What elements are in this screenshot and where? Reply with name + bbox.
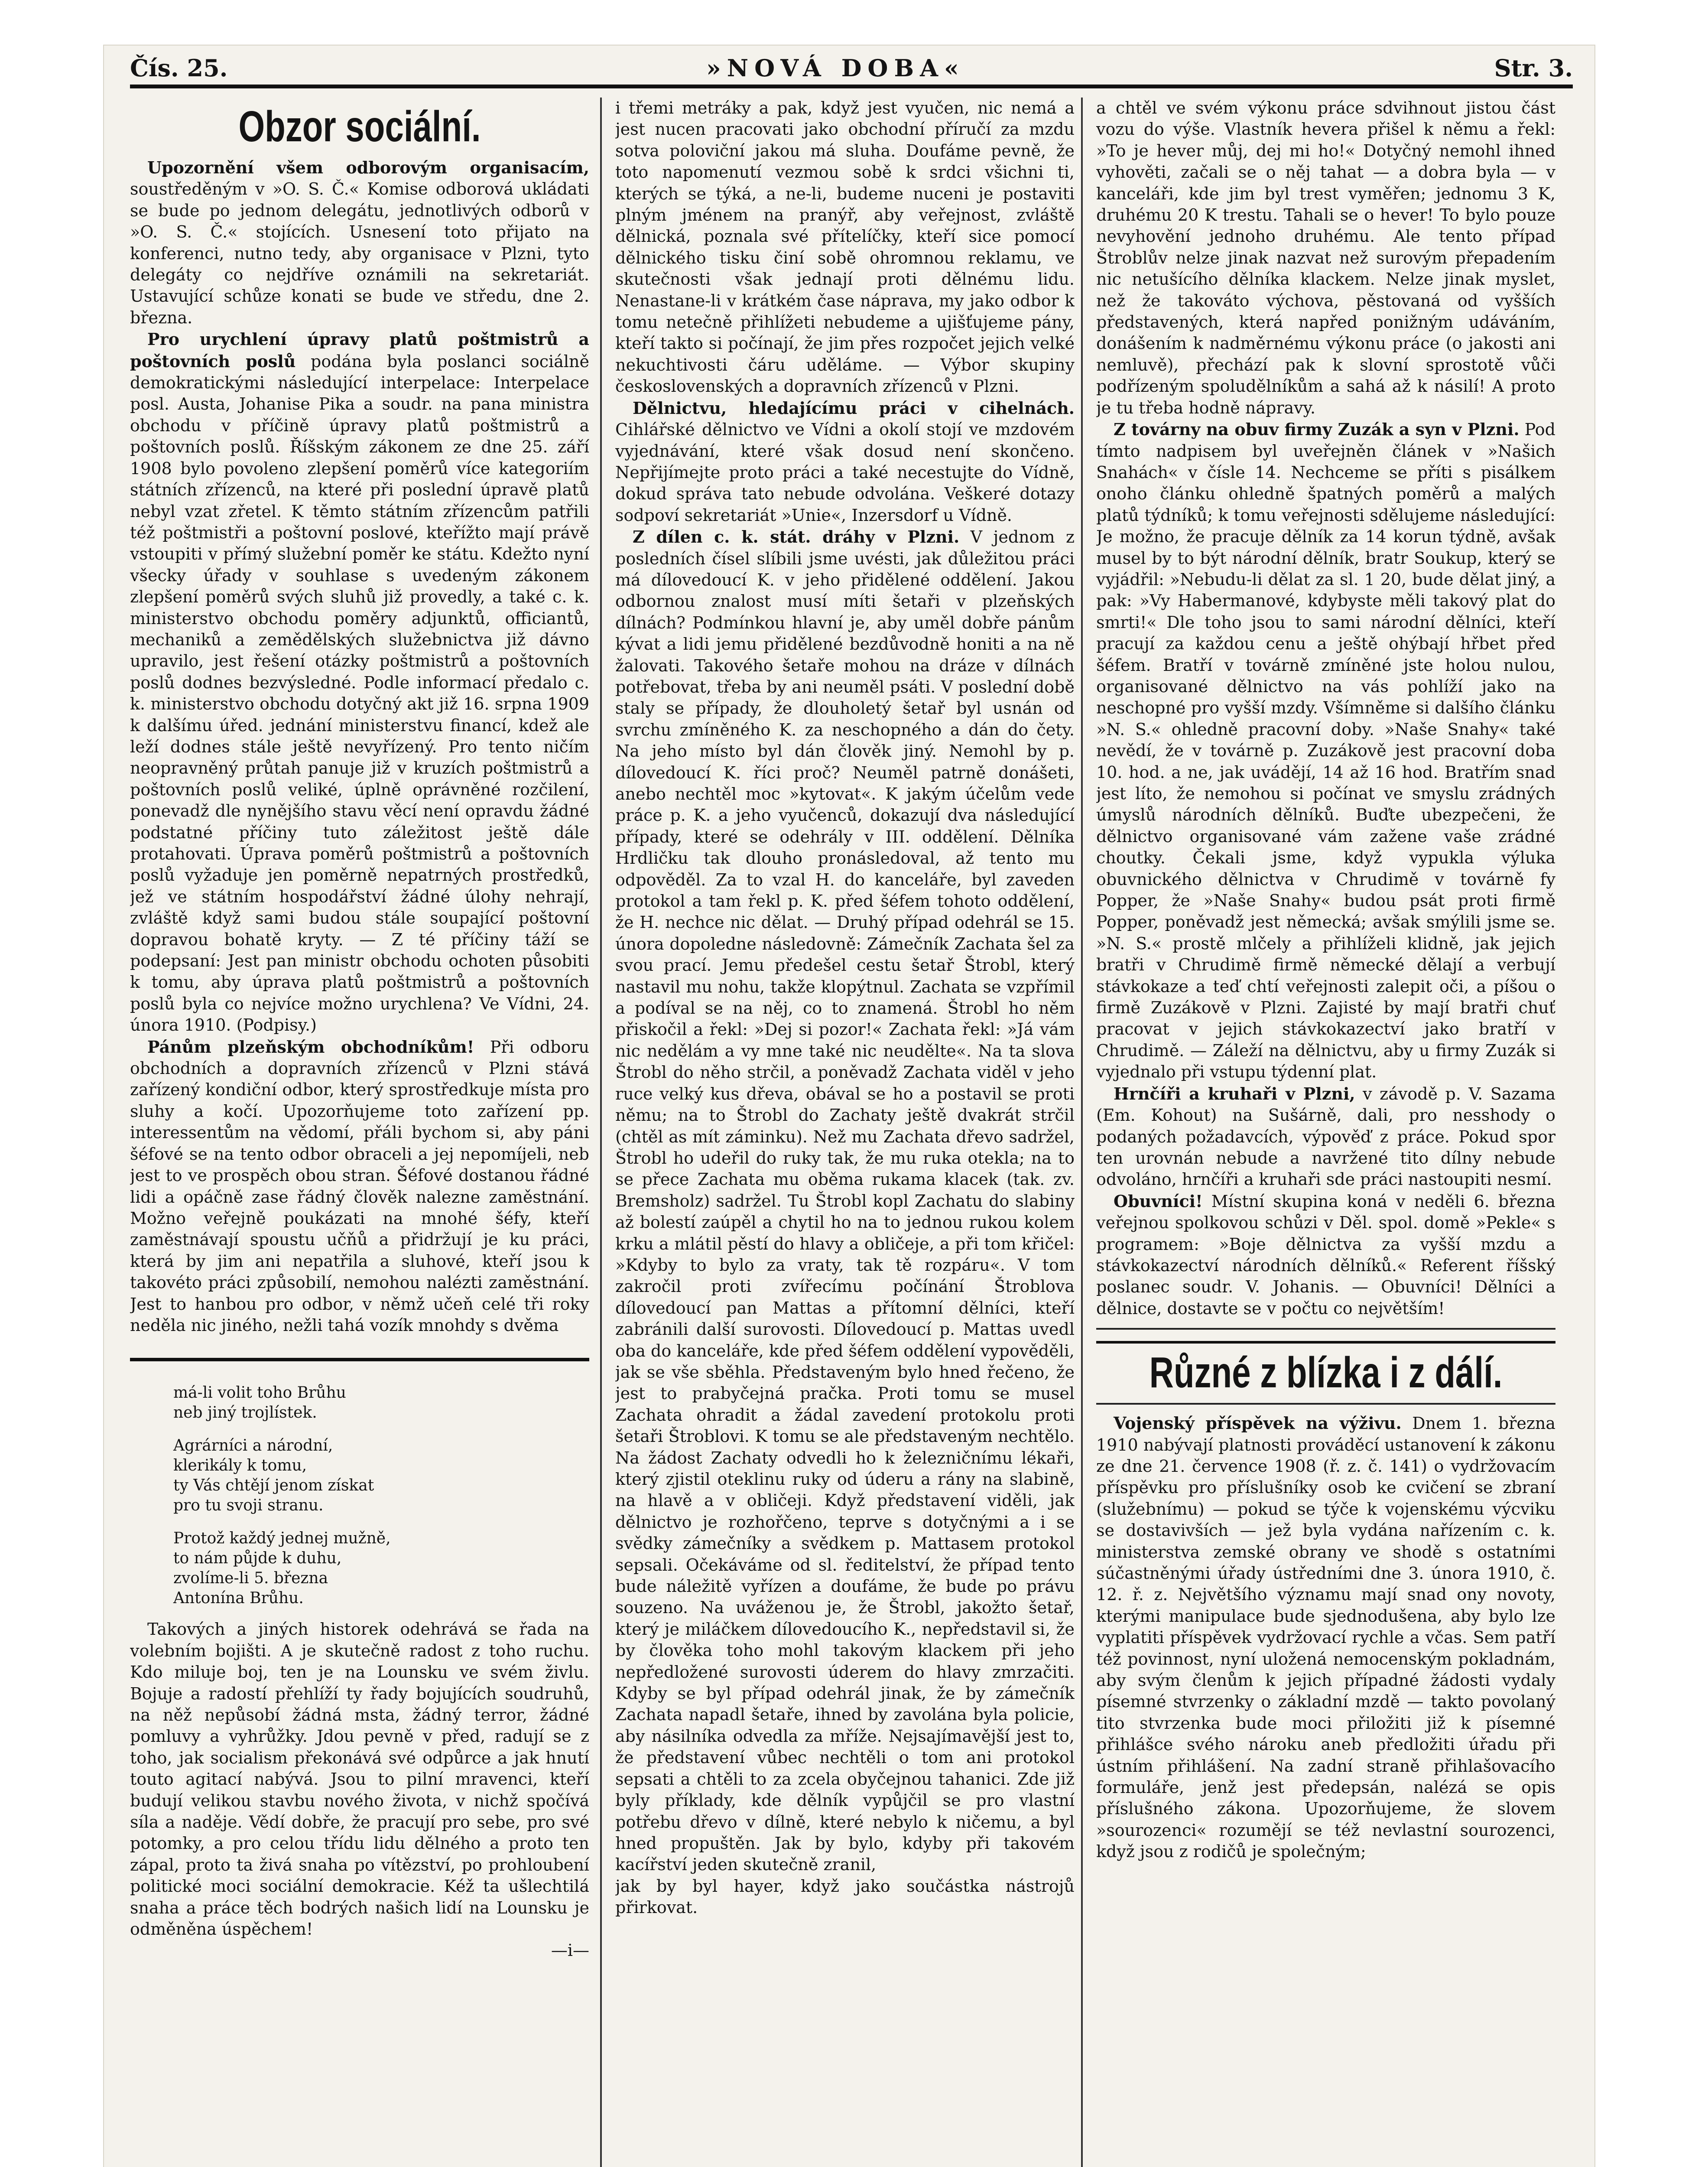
article-text: soustředěným v »O. S. Č.« Komise odborová ukládati se bude po jednom delegátu, jednotlivých odborů v »O. S. Č.« stojících. Usnesení toto přijato na konferenci, nutno tedy, aby organisace v Plzni, tyto delegáty co nejdříve oznámili na sekretariát. Ustavující schůze konati se bude ve středu, dne 2. března. [130,179,589,327]
article-heading: Upozornění všem odborovým organisacím, [147,158,589,177]
article-paragraph [130,1036,589,1337]
header-rule [130,85,1573,88]
article-heading: Pro urychlení úpravy platů poštmistrů a poštovních poslů [130,329,589,371]
article-heading: Hrnčíři a kruhaři v Plzni, [1114,1084,1355,1103]
article-paragraph [615,526,1075,1876]
article-text: Pod tímto nadpisem byl uveřejněn článek v »Našich Snahách« v čísle 14. Nechceme se příti s pisálkem onoho článku ohledně špatných poměrů a malých platů týdníků; k tomu veřejnosti sdělujeme následující: Je možno, že pracuje dělník za 14 korun týdně, avšak musel by to být národní dělník, bratr Soukup, který se vyjádřil: »Nebudu-li dělat za sl. 1 20, bude dělat jiný, a pak: »Vy Habermanové, kdybyste měli takový plat do smrti!« Dle toho jsou to sami národní dělníci, kteří pracují za každou cenu a ještě ohýbají hřbet před šéfem. Bratří v továrně zmíněné jste holou nulou, organisované dělnictvo na vás pohlíží jako na neschopné pro vyšší mzdy. Všímněme si dalšího článku »N. S.« ohledně pracovní doby. »Naše Snahy« také nevědí, že v továrně p. Zuzákově jest pracovní doba 10. hod. a ne, jak uvádějí, 14 až 16 hod. Bratřím snad jest líto, že nemohou si počínat ve smyslu zrádných úmyslů národních dělníků. Buďte ubezpečeni, že dělnictvo organisované vám zažene vaše zrádné choutky. Čekali jsme, když vypukla výluka obuvnického dělnictva v Chrudimě v továrně fy Popper, že »Naše Snahy« budou psát proti firmě Popper, poněvadž jest německá; avšak smýlili jsme se. »N. S.« prostě mlčely a přihlíželi klidně, jak jejich bratři v Chrudimě firmě německé dělají a verbují stávkokaze a teď chtí veřejnosti zalepit oči, a píšou o firmě Zuzákově v Plzni. Zajisté by mají bratři chuť pracovat v jejich stávkokazectví jako bratří v Chrudimě. — Záleží na dělnictvu, aby u firmy Zuzák si vyjednalo při vstupu týdenní plat. [1096,420,1555,1082]
column-divider [600,98,602,2167]
column-divider [1081,98,1083,2167]
poem-line: pro tu svoji stranu. [173,1497,324,1515]
poem-line: klerikály k tomu, [173,1457,307,1475]
article-text: Cihlářské dělnictvo ve Vídni a okolí stojí ve mzdovém vyjednávání, které však dosud není skončeno. Nepřijímejte proto práci a také necestujte do Vídně, dokud správa tato nebude odvolána. Veškeré dotazy sodpoví sekretariát »Unie«, Inzersdorf u Vídně. [615,420,1075,525]
article-paragraph [1096,419,1555,1083]
article-paragraph [615,397,1075,526]
poem-line: Antonína Brůhu. [173,1589,304,1607]
article-heading: Vojenský příspěvek na výživu. [1114,1413,1402,1433]
column-1 [130,98,589,2167]
article-paragraph: i třemi metráky a pak, když jest vyučen, nic nemá a jest nucen pracovati jako obchodní příručí za mzdu sotva poloviční jakou má sluha. Doufáme pevně, že toto napomenutí vezmou sobě k srdci všichni ti, kterých se týká, a ne-li, budeme nuceni je postaviti plným jménem na pranýř, aby veřejnost, zvláště dělnická, poznala své přítelíčky, kteří sice pomocí dělnického tisku činí sobě ohromnou reklamu, ve skutečnosti však jednají proti dělnému lidu. Nenastane-li v krátkém čase náprava, my jako odbor k tomu netečně přihlížeti nebudeme a ujišťujeme pány, kteří takto si počínají, že jim přes rozpočet jejich velké nekuchtivosti čáru uděláme. — Výbor skupiny československých a dopravních zřízenců v Plzni. [615,98,1075,396]
poem-line: Protož každý jednej mužně, [173,1529,391,1548]
article-heading: Dělnictvu, hledajícímu práci v cihelnách. [633,398,1075,418]
column-2 [615,98,1075,2167]
article-paragraph: a chtěl ve svém výkonu práce sdvihnout jistou část vozu do výše. Vlastník hevera přišel k němu a řekl: »To je hever můj, dej mi ho!« Dotyčný nemohl ihned vyhověti, začali se o něj tahat — a dobra byla — v kanceláři, kde jim byl trest vyměřen; jednomu 3 K, druhému 20 K trestu. Tahali se o hever! To bylo pouze nevyhovění jednoho druhému. Ale tento případ Štroblův nelze jinak nazvat než surovým přepadením nic netušícího dělníka klackem. Nelze jinak myslet, než že takováto výchova, pěstovaná od vyšších představených, která napřed ponižným udáváním, donášením k nadměrnému výkonu práce (o jakosti ani nemluvě), přechází pak k slovní sprostotě vůči podřízeným spoludělníkům a sahá až k násilí! A proto je tu třeba hodně nápravy. [1096,98,1555,417]
section-title-various: Různé z blízka i z dálí. [1149,1348,1503,1397]
article-paragraph [130,329,589,1036]
article-text: V jednom z posledních čísel slíbili jsme uvésti, jak důležitou práci má dílovedoucí K. v jeho přidělené oddělení. Jakou odbornou znalost musí míti šetaři v plzeňských dílnách? Podmínkou hlavní je, aby uměl dobře pánům kývat a lidi jemu přidělené bezdůvodně honiti a na ně žalovati. Takového šetaře mohou na dráze v dílnách potřebovat, třeba by ani neuměl psáti. V poslední době staly se případy, že dlouholetý šetař byl usnán od svrchu zmíněného K. za neschopného a dán do čety. Na jeho místo byl dán člověk jiný. Nemohl by p. dílovedoucí K. říci proč? Neuměl patrně donášeti, anebo nechtěl moc »kytovat«. K jakým účelům vede práce p. K. a jeho vyučenců, dokazují dva následující případy, které se odehrály v III. oddělení. Dělníka Hrdličku tak dlouho pronásledoval, až tento mu odpověděl. Za to vzal H. do kanceláře, byl zaveden protokol a tam řekl p. K. před šéfem tohoto oddělení, že H. nechce nic dělat. — Druhý případ odehrál se 15. února dopoledne následovně: Zámečník Zachata šel za svou prací. Jemu předešel cestu šetař Štrobl, který nastavil mu nohu, takže klopýtnul. Zachata se vzpřímil a podíval se na něj, co to znamená. Štrobl ho něm přiskočil a řekl: »Dej si pozor!« Zachata řekl: »Já vám nic nedělám a vy mne také nic neudělte«. Na ta slova Štrobl do něho strčil, a poněvadž Zachata viděl v jeho ruce velký kus dřeva, obával se ho a postavil se proti němu; na to Štrobl do Zachaty ještě dvakrát strčil (chtěl as mít záminku). Než mu Zachata dřevo sadržel, Štrobl ho udeřil do ruky tak, že mu ruka otekla; na to se přece Zachata mu oběma rukama klacek (tak. zv. Bremsholz) sadržel. Tu Štrobl kopl Zachatu do slabiny až bolestí zaúpěl a chytil ho na to jednou rukou kolem krku a mlátil pěstí do hlavy a obličeje, a při tom křičel: »Kdyby to bylo za vraty, tak tě rozpáru«. V tom zakročil proti zvířecímu počínání Štroblova dílovedoucí pan Mattas a přítomní dělníci, kteří zabránili další surovosti. Dílovedoucí p. Mattas uvedl oba do kanceláře, kde před šéfem oddělení vypověděli, jak se vše sběhla. Představeným bylo hned řečeno, že jest to prabyčejná pračka. Proti tomu se musel Zachata ohradit a žádal zavedení protokolu proti šetaři Štroblovi. K tomu se ale představeným nechtělo. Na žádost Zachaty odvedli ho k železničnímu lékaři, který zjistil oteklinu ruky od úderu a rány na slabině, na hlavě a v obličeji. Když představení viděli, jak dělnictvo je rozhořčeno, teprve s dotyčnými a i se svědky zámečníky a svědkem p. Mattasem protokol sepsali. Očekáváme od sl. ředitelství, že případ tento bude náležitě vyřízen a doufáme, že bude po právu souzeno. Na uváženou je, že Štrobl, jakožto šetař, který je miláčkem dílovedoucího K., nepředstavil si, že by člověka toho mohl takovým klackem při jeho nepředložené surovosti úderem do hlavy zmrzačiti. Kdyby se byl případ odehrál jinak, že by zámečník Zachata napadl šetaře, ihned by zavolána byla policie, aby násilníka odvedla za mříže. Nejsajímavější jest to, že představení vůbec nechtěli o tom ani protokol sepsati a chtěli to za zcela obyčejnou tahanici. Zde již byly příklady, kde dělník vypůjčil se pro vlastní potřebu dřevo v dílně, které nebylo k ničemu, a byl hned propuštěn. Jak by bylo, kdyby při takovém kacířství jeden skutečně zranil, [615,527,1075,1874]
article-paragraph [1096,1083,1555,1191]
poem-line: to nám půjde k duhu, [173,1549,342,1568]
issue-number: Čís. 25. [130,54,228,82]
page-header [130,54,1573,85]
poem-line: neb jiný trojlístek. [173,1404,317,1422]
article-paragraph [130,157,589,329]
page-number: Str. 3. [1494,54,1573,82]
article-heading: Z dílen c. k. stát. dráhy v Plzni. [633,527,960,547]
article-text: podána byla poslanci sociálně demokratickými následující interpelace: Interpelace posl. Austa, Johanise Pika a soudr. na pana ministra obchodu v příčině úpravy platů poštmistrů a poštovních poslů. Říšským zákonem ze dne 25. září 1908 bylo povoleno zlepšení poměrů více kategoriím státních zřízenců, na které při poslední úpravě platů nebyl vzat zřetel. K těmto státním zřízencům patřili též poštmistři a poštovní poslové, kteřížto mají právě vstoupiti v přímý služební poměr ke státu. Kdežto nyní všecky úřady v souhlase s uvedeným zákonem zlepšení poměrů svých sluhů již provedly, a také c. k. ministerstvo obchodu poměry adjunktů, officiantů, mechaniků a zemědělských služebnictva již dávno upravilo, jest řešení otázky poštmistrů a poštovních poslů dodnes bezvýsledné. Podle informací předalo c. k. ministerstvo obchodu dotyčný akt již 16. srpna 1909 k dalšímu úřed. jednání ministerstvu financí, kdež ale leží dodnes stále ještě nevyřízený. Pro tento ničím neopravněný průtah panuje již v kruzích poštmistrů a poštovních poslů veliké, úplně oprávněné rozčilení, ponevadž dle nynějšího stavu věcí není opravdu žádné podstatné příčiny tuto záležitost ještě dále protahovati. Úprava poměrů poštmistrů a poštovních poslů vyžaduje jen poměrně nepatrných prostředků, jež ve státním hospodářství žádné úlohy nehrají, zvláště když sami budou stále soupající poštovní dopravou bohatě kryty. — Z té příčiny táží se podepsaní: Jest pan ministr obchodu ochoten působiti k tomu, aby úprava platů poštmistrů a poštovních poslů byla co nejvíce možno urychlena? Ve Vídni, 24. února 1910. (Podpisy.) [130,351,589,1035]
section-rule [1096,1403,1555,1405]
article-heading: Pánům plzeňským obchodníkům! [147,1037,474,1057]
article-text: Dnem 1. března 1910 nabývají platnosti prováděcí ustanovení k zákonu ze dne 21. července 1908 (ř. z. č. 141) o vydržovacím příspěvku pro příslušníky osob ke cvičení se zbraní (služebnímu) — pokud se týče k vojenskému výcviku se dostavivších — jež byla vydána nařízením c. k. ministerstva zemské obrany ve shodě s ostatními súčastněnými úřady ústředními dne 3. února 1910, č. 12. ř. z. Největšího významu mají snad ony novoty, kterými manipulace bude sjednodušena, aby bylo lze vyplatiti příspěvek vydržovací rychle a včas. Sem patří též povinnost, nyní uložená nemocenským pokladnám, aby svým členům k jejich případné žádosti vydaly písemné stvrzenky o základní mzdě — takto povolaný tito stvrzenka bude moci přiložiti již k písemné přihlášce svého nároku aneb předložiti úřadu při ústním přihlášení. Na zadní straně přihlašovacího formuláře, jenž jest předepsán, nalézá se opis příslušného zákona. Upozorňujeme, že slovem »sourozenci« rozumějí se též nevlastní sourozenci, když jsou z rodičů je společným; [1096,1414,1555,1861]
section-title-social: Obzor sociální. [238,102,481,151]
article-text: Při odboru obchodních a dopravních zřízenců v Plzni stává zařízený kondiční odbor, který sprostředkuje místa pro sluhy a kočí. Upozorňujeme toto zařízení pp. interessentům na vědomí, přáli bychom si, aby páni šéfové se na tento odbor obraceli a jej nepomíjeli, neb jest to ve prospěch obou stran. Šéfové dostanou řádné lidi a opáčně zase řádný člověk nalezne zaměstnání. Možno veřejně poukázati na mnohé šéfy, kteří zaměstnávají spoustu učňů a přidržují je ku práci, která by jim ani nepatřila a sluhové, kteří jsou k takovéto práci způsobilí, nemohou nalézti zaměstnání. Jest to hanbou pro odbor, v němž učeň celé tři roky neděla nic jiného, nežli tahá vozík mnohdy s dvěma [130,1037,589,1335]
section-rule [1096,1328,1555,1330]
poem-line: ty Vás chtějí jenom získat [173,1477,374,1495]
section-rule [130,1358,589,1361]
poem-line: má-li volit toho Brůhu [173,1384,346,1402]
article-heading: Z továrny na obuv firmy Zuzák a syn v Plzni. [1114,420,1520,439]
article-paragraph: jak by byl hayer, když jako součástka nástrojů přirkovat. [615,1876,1075,1917]
article-text: Místní skupina koná v neděli 6. března veřejnou spolkovou schůzi v Děl. spol. domě »Pekle« s programem: »Boje dělnictva za vyšší mzdu a stávkokazectví národních dělníků.« Referent říšský poslanec soudr. V. Johanis. — Obuvníci! Dělníci a dělnice, dostavte se v počtu co největším! [1096,1191,1555,1318]
article-paragraph [1096,1412,1555,1863]
article-text: v závodě p. V. Sazama (Em. Kohout) na Sušárně, dali, pro nesshody o podaných požadavcích, výpověď z práce. Pokud spor ten urovnán nebude a navržené tito dílny nebude odvoláno, hrnčíři a kruhaři sde práci nastoupiti nesmí. [1096,1084,1555,1189]
masthead-title: »NOVÁ DOBA« [706,54,965,82]
column-3 [1096,98,1555,2167]
poem [173,1383,589,1608]
poem-line: zvolíme-li 5. března [173,1569,328,1588]
poem-line: Agrárníci a národní, [173,1437,333,1455]
signature: —i— [551,1941,589,1960]
article-heading: Obuvníci! [1114,1191,1203,1211]
section-rule [1096,1341,1555,1344]
article-paragraph [1096,1191,1555,1319]
article-paragraph: Takových a jiných historek odehrává se řada na volebním bojišti. A je skutečně radost z toho ruchu. Kdo miluje boj, ten je na Lounsku ve svém živlu. Bojuje a radostí přehlíží ty řady bojujících soudruhů, na něž nepůsobí žádná msta, žádný terror, žádné pomluvy a vyhrůžky. Jdou pevně v před, radují se z toho, jak socialism překonává své odpůrce a jak hnutí touto agitací nabývá. Jsou to pilní mravenci, kteří budují velikou stavbu nového života, v nichž spočívá síla a naděje. Vědí dobře, že pracují pro sebe, pro své potomky, a pro celou třídu lidu dělného a proto ten zápal, proto ta živá snaha po vítězství, po prohloubení politické moci sociální demokracie. Kéž ta ušlechtilá snaha a práce těch bodrých našich lidí na Lounsku je odměněna úspěchem! [130,1620,589,1939]
